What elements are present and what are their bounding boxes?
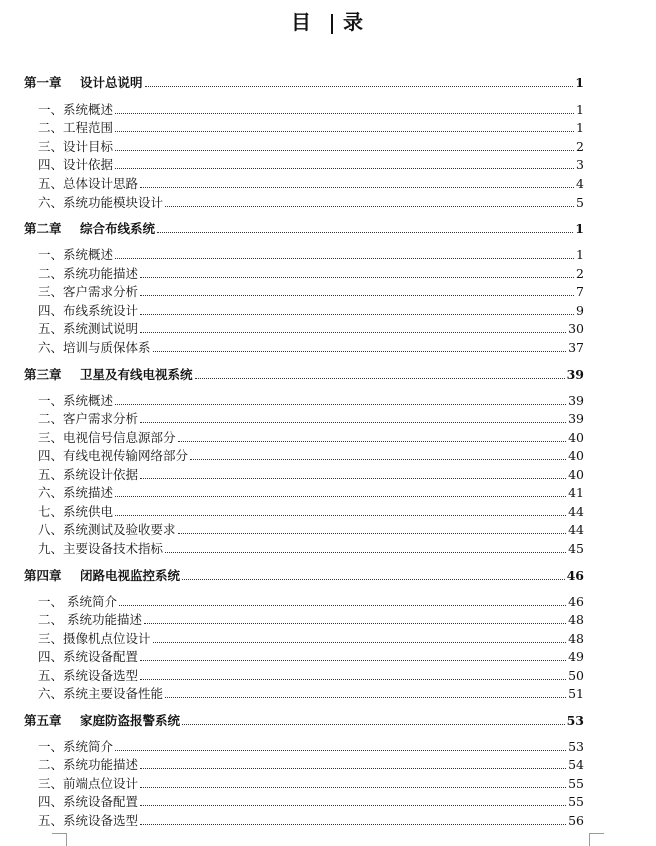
toc-section-title: 五、系统设备选型 bbox=[38, 813, 139, 828]
toc-page-number: 5 bbox=[576, 195, 584, 210]
toc-section-title: 二、客户需求分析 bbox=[38, 411, 139, 426]
toc-page-number: 39 bbox=[568, 411, 584, 426]
toc-section-title: 四、设计依据 bbox=[38, 157, 114, 172]
toc-page-number: 46 bbox=[568, 594, 584, 609]
toc-section-row[interactable] bbox=[38, 447, 584, 465]
toc-page-number: 37 bbox=[568, 340, 584, 355]
title-part-1: 目 bbox=[291, 10, 313, 34]
toc-section-title: 六、培训与质保体系 bbox=[38, 340, 151, 355]
toc-chapter-title: 综合布线系统 bbox=[80, 221, 156, 236]
dot-leader bbox=[115, 258, 574, 259]
toc-page-number: 9 bbox=[576, 303, 584, 318]
toc-section-title: 一、系统概述 bbox=[38, 247, 114, 262]
dot-leader bbox=[190, 459, 566, 460]
toc-section-row[interactable] bbox=[38, 265, 584, 283]
toc-page-number: 1 bbox=[575, 221, 584, 236]
dot-leader bbox=[153, 351, 567, 352]
dot-leader bbox=[115, 131, 574, 132]
dot-leader bbox=[165, 552, 566, 553]
toc-page-number: 48 bbox=[568, 612, 584, 627]
toc-section-title: 七、系统供电 bbox=[38, 504, 114, 519]
toc-section-title: 四、有线电视传输网络部分 bbox=[38, 448, 189, 463]
toc-section-row[interactable] bbox=[38, 738, 584, 756]
toc-section-title: 四、系统设备配置 bbox=[38, 649, 139, 664]
dot-leader bbox=[140, 768, 566, 769]
toc-section-title: 三、客户需求分析 bbox=[38, 284, 139, 299]
dot-leader bbox=[157, 232, 573, 233]
toc-page-number: 45 bbox=[568, 541, 584, 556]
toc-page-number: 1 bbox=[576, 247, 584, 262]
page-corner-mark-left bbox=[52, 833, 67, 846]
toc-page-number: 49 bbox=[568, 649, 584, 664]
toc-section-row[interactable] bbox=[38, 339, 584, 357]
toc-page-number: 4 bbox=[576, 176, 584, 191]
toc-section-row[interactable] bbox=[38, 503, 584, 521]
toc-section-title: 六、系统描述 bbox=[38, 485, 114, 500]
toc-section-title: 一、系统简介 bbox=[38, 739, 114, 754]
toc-page-number: 3 bbox=[576, 157, 584, 172]
dot-leader bbox=[140, 679, 566, 680]
toc-section-title: 二、 系统功能描述 bbox=[38, 612, 142, 627]
toc-section-row[interactable] bbox=[38, 392, 584, 410]
toc-section-row[interactable] bbox=[38, 156, 584, 174]
toc-section-row[interactable] bbox=[38, 611, 584, 629]
toc-chapter-label bbox=[24, 74, 143, 92]
toc-section-title: 三、前端点位设计 bbox=[38, 776, 139, 791]
dot-leader bbox=[115, 150, 574, 151]
toc-section-row[interactable] bbox=[38, 812, 584, 830]
dot-leader bbox=[140, 422, 566, 423]
dot-leader bbox=[115, 404, 566, 405]
toc-page-number: 40 bbox=[568, 448, 584, 463]
dot-leader bbox=[178, 441, 567, 442]
toc-section-title: 九、主要设备技术指标 bbox=[38, 541, 164, 556]
toc-chapter-row[interactable] bbox=[24, 74, 584, 92]
toc-page-number: 55 bbox=[568, 794, 584, 809]
toc-section-row[interactable] bbox=[38, 540, 584, 558]
toc-section-title: 五、总体设计思路 bbox=[38, 176, 139, 191]
toc-section-row[interactable] bbox=[38, 175, 584, 193]
toc-section-title: 一、 系统简介 bbox=[38, 594, 117, 609]
dot-leader bbox=[140, 824, 566, 825]
toc-section-title: 三、设计目标 bbox=[38, 139, 114, 154]
toc-section-row[interactable] bbox=[38, 283, 584, 301]
toc-chapter-label bbox=[24, 366, 193, 384]
toc-page-number: 56 bbox=[568, 813, 584, 828]
toc-section-row[interactable] bbox=[38, 302, 584, 320]
dot-leader bbox=[140, 805, 566, 806]
dot-leader bbox=[140, 187, 574, 188]
toc-section-title: 二、工程范围 bbox=[38, 120, 114, 135]
dot-leader bbox=[140, 295, 574, 296]
toc-chapter-row[interactable] bbox=[24, 366, 584, 384]
toc-chapter-title: 闭路电视监控系统 bbox=[80, 568, 181, 583]
dot-leader bbox=[140, 277, 574, 278]
toc-chapter-number: 第二章 bbox=[24, 221, 62, 236]
toc-page-number: 48 bbox=[568, 631, 584, 646]
toc-section-title: 一、系统概述 bbox=[38, 393, 114, 408]
toc-chapter-label bbox=[24, 567, 180, 585]
toc-chapter-number: 第四章 bbox=[24, 568, 62, 583]
toc-chapter-label bbox=[24, 220, 155, 238]
dot-leader bbox=[115, 750, 566, 751]
dot-leader bbox=[165, 206, 574, 207]
toc-chapter-row[interactable] bbox=[24, 567, 584, 585]
dot-leader bbox=[140, 660, 566, 661]
toc-section-title: 四、系统设备配置 bbox=[38, 794, 139, 809]
toc-page-number: 53 bbox=[566, 713, 584, 728]
toc-section-row[interactable] bbox=[38, 101, 584, 119]
dot-leader bbox=[140, 332, 566, 333]
toc-section-row[interactable] bbox=[38, 593, 584, 611]
toc-page-number: 41 bbox=[568, 485, 584, 500]
toc-page-number: 39 bbox=[568, 393, 584, 408]
dot-leader bbox=[115, 515, 566, 516]
toc-section-row[interactable] bbox=[38, 138, 584, 156]
toc-section-title: 二、系统功能描述 bbox=[38, 266, 139, 281]
dot-leader bbox=[119, 605, 566, 606]
toc-page-number: 1 bbox=[575, 75, 584, 90]
toc-chapter-title: 家庭防盗报警系统 bbox=[80, 713, 181, 728]
toc-chapter-title: 设计总说明 bbox=[80, 75, 143, 90]
toc-chapter-row[interactable] bbox=[24, 712, 584, 730]
toc-section-row[interactable] bbox=[38, 246, 584, 264]
toc-section-row[interactable] bbox=[38, 521, 584, 539]
toc-page-number: 1 bbox=[576, 120, 584, 135]
toc-page-number: 50 bbox=[568, 668, 584, 683]
toc-chapter-number: 第一章 bbox=[24, 75, 62, 90]
toc-page-number: 53 bbox=[568, 739, 584, 754]
toc-page-number: 54 bbox=[568, 757, 584, 772]
text-cursor bbox=[331, 14, 333, 34]
title-part-2: 录 bbox=[343, 10, 365, 34]
toc-section-title: 三、电视信号信息源部分 bbox=[38, 430, 176, 445]
toc-page-number: 1 bbox=[576, 102, 584, 117]
toc-chapter-label bbox=[24, 712, 180, 730]
toc-page-number: 39 bbox=[566, 367, 584, 382]
toc-section-row[interactable] bbox=[38, 793, 584, 811]
toc-page-number: 30 bbox=[568, 321, 584, 336]
toc-chapter-number: 第五章 bbox=[24, 713, 62, 728]
toc-section-row[interactable] bbox=[38, 320, 584, 338]
dot-leader bbox=[115, 496, 566, 497]
toc-section-row[interactable] bbox=[38, 429, 584, 447]
toc-page-number: 2 bbox=[576, 266, 584, 281]
dot-leader bbox=[144, 623, 566, 624]
dot-leader bbox=[140, 478, 566, 479]
toc-section-row[interactable] bbox=[38, 119, 584, 137]
toc-section-row[interactable] bbox=[38, 630, 584, 648]
toc-chapter-title: 卫星及有线电视系统 bbox=[80, 367, 193, 382]
dot-leader bbox=[195, 378, 565, 379]
toc-page-number: 51 bbox=[568, 686, 584, 701]
toc-page-number: 40 bbox=[568, 430, 584, 445]
toc-section-title: 六、系统主要设备性能 bbox=[38, 686, 164, 701]
toc-section-title: 一、系统概述 bbox=[38, 102, 114, 117]
dot-leader bbox=[145, 86, 574, 87]
dot-leader bbox=[140, 787, 566, 788]
toc-section-title: 五、系统设计依据 bbox=[38, 467, 139, 482]
toc-page-number: 44 bbox=[568, 504, 584, 519]
toc-section-row[interactable] bbox=[38, 756, 584, 774]
dot-leader bbox=[182, 724, 565, 725]
toc-page-number: 55 bbox=[568, 776, 584, 791]
toc-section-row[interactable] bbox=[38, 775, 584, 793]
page-corner-mark-right bbox=[589, 833, 604, 846]
toc-section-row[interactable] bbox=[38, 667, 584, 685]
dot-leader bbox=[178, 533, 567, 534]
dot-leader bbox=[153, 642, 567, 643]
toc-section-row[interactable] bbox=[38, 194, 584, 212]
toc-page-number: 7 bbox=[576, 284, 584, 299]
toc-section-title: 四、布线系统设计 bbox=[38, 303, 139, 318]
toc-chapter-row[interactable] bbox=[24, 220, 584, 238]
dot-leader bbox=[140, 314, 574, 315]
dot-leader bbox=[115, 168, 574, 169]
toc-section-title: 五、系统设备选型 bbox=[38, 668, 139, 683]
page-title bbox=[0, 8, 656, 36]
toc-section-row[interactable] bbox=[38, 466, 584, 484]
toc-section-title: 六、系统功能模块设计 bbox=[38, 195, 164, 210]
dot-leader bbox=[165, 697, 566, 698]
toc-section-row[interactable] bbox=[38, 410, 584, 428]
toc-page-number: 44 bbox=[568, 522, 584, 537]
dot-leader bbox=[182, 579, 565, 580]
toc-section-row[interactable] bbox=[38, 484, 584, 502]
toc-page-number: 46 bbox=[566, 568, 584, 583]
toc-section-title: 五、系统测试说明 bbox=[38, 321, 139, 336]
toc-section-row[interactable] bbox=[38, 648, 584, 666]
toc-section-title: 八、系统测试及验收要求 bbox=[38, 522, 176, 537]
toc-chapter-number: 第三章 bbox=[24, 367, 62, 382]
toc-section-title: 二、系统功能描述 bbox=[38, 757, 139, 772]
toc-section-row[interactable] bbox=[38, 685, 584, 703]
toc-page-number: 40 bbox=[568, 467, 584, 482]
toc-section-title: 三、摄像机点位设计 bbox=[38, 631, 151, 646]
toc-page-number: 2 bbox=[576, 139, 584, 154]
dot-leader bbox=[115, 113, 574, 114]
